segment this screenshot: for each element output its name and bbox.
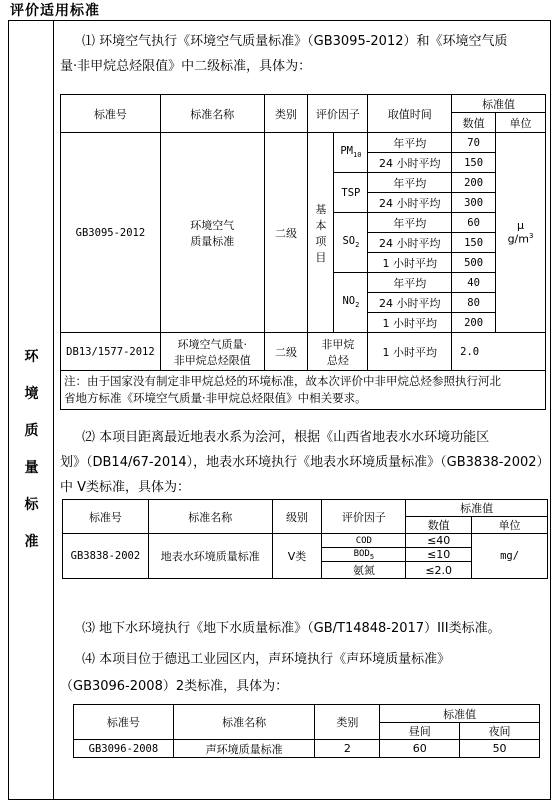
th-value: 标准值 (406, 500, 548, 517)
std-name-line: 质量标准 (190, 234, 235, 248)
pollutant-sub: 2 (355, 241, 360, 250)
side-label-char: 质 (24, 423, 39, 439)
side-label (9, 339, 54, 561)
sec3-paragraph: ⑶ 地下水环境执行《地下水质量标准》（GB/T14848-2017）III类标准。 (82, 621, 501, 636)
sec1-line2: 量·非甲烷总烃限值》中二级标准，具体为： (60, 59, 312, 74)
std-name-cell (160, 333, 264, 371)
sec4-line1: ⑷ 本项目位于德迅工业园区内，声环境执行《声环境质量标准》 (82, 652, 451, 667)
pollutant-cell (334, 173, 368, 213)
pollutant-cell (334, 133, 368, 173)
value-cell: 500 (452, 253, 496, 273)
time-cell: 年平均 (368, 133, 452, 153)
side-label-char: 环 (24, 349, 39, 365)
content-area (54, 21, 550, 799)
unit-sub: g/m (507, 232, 529, 246)
std-name-cell: 声环境质量标准 (173, 740, 315, 758)
factor-sub: 5 (369, 552, 375, 561)
value-cell: 2.0 (452, 333, 546, 371)
unit-sup: 3 (528, 232, 534, 241)
surface-water-table (62, 499, 548, 579)
std-name-cell: 地表水环境质量标准 (148, 534, 272, 579)
th-night: 夜间 (460, 723, 540, 740)
note-line: 省地方标准《环境空气质量·非甲烷总烃限值》中相关要求。 (64, 391, 367, 405)
time-cell: 24 小时平均 (368, 233, 452, 253)
time-cell: 1 小时平均 (368, 333, 452, 371)
noise-table (73, 704, 540, 758)
factor-line: 非甲烷 (321, 337, 355, 351)
th-category: 类别 (315, 705, 380, 740)
factor-cell: COD (322, 534, 406, 548)
unit-cell: mg/ (472, 534, 548, 579)
pollutant-cell (334, 273, 368, 333)
category-cell: 二级 (264, 333, 308, 371)
factor-group-char: 本 (315, 218, 327, 232)
pollutant-cell (334, 213, 368, 273)
th-std-name: 标准名称 (148, 500, 272, 534)
sec1-paragraph (60, 29, 508, 79)
category-cell: 2 (315, 740, 380, 758)
th-std-name: 标准名称 (173, 705, 315, 740)
th-std-no: 标准号 (61, 95, 161, 133)
std-name-line: 非甲烷总烃限值 (173, 353, 251, 367)
pollutant-sub: 10 (352, 151, 362, 160)
factor-group-char: 项 (315, 234, 327, 248)
sec2-line2: 划》（DB14/67-2014），地表水环境执行《地表水环境质量标准》（GB3838-2002） (60, 455, 550, 470)
factor-cell (308, 333, 368, 371)
std-no-cell: DB13/1577-2012 (61, 333, 161, 371)
th-std-name: 标准名称 (160, 95, 264, 133)
value-cell: 300 (452, 193, 496, 213)
th-day: 昼间 (380, 723, 460, 740)
sec2-paragraph (60, 425, 550, 500)
sec1-line1: ⑴ 环境空气执行《环境空气质量标准》（GB3095-2012）和《环境空气质 (82, 34, 508, 49)
value-cell: 80 (452, 293, 496, 313)
time-cell: 24 小时平均 (368, 293, 452, 313)
factor-group-cell (308, 133, 334, 333)
std-no-cell: GB3095-2012 (61, 133, 161, 333)
th-value: 标准值 (452, 95, 546, 113)
value-cell: ≤10 (406, 548, 472, 562)
pollutant-sub: 2 (355, 301, 360, 310)
factor-group-char: 基 (315, 202, 327, 216)
th-std-no: 标准号 (63, 500, 149, 534)
sec2-line3: 中 V类标准，具体为： (60, 480, 191, 495)
value-cell: 200 (452, 173, 496, 193)
time-cell: 1 小时平均 (368, 253, 452, 273)
th-unit: 单位 (496, 113, 546, 133)
factor-cell (322, 548, 406, 562)
th-factor: 评价因子 (308, 95, 368, 133)
value-cell: 150 (452, 153, 496, 173)
standards-frame (8, 20, 551, 800)
unit-cell (496, 133, 546, 333)
th-time: 取值时间 (368, 95, 452, 133)
std-no-cell: GB3096-2008 (74, 740, 174, 758)
note-cell (61, 371, 546, 410)
night-value-cell: 50 (460, 740, 540, 758)
sec2-line1: ⑵ 本项目距离最近地表水系为浍河，根据《山西省地表水水环境功能区 (82, 430, 490, 445)
value-cell: 60 (452, 213, 496, 233)
side-label-char: 标 (24, 497, 39, 513)
level-cell: V类 (272, 534, 322, 579)
th-level: 级别 (272, 500, 322, 534)
time-cell: 年平均 (368, 273, 452, 293)
factor-group-char: 目 (315, 250, 327, 264)
side-label-char: 准 (24, 534, 39, 550)
factor-cell: 氨氮 (322, 562, 406, 579)
factor-line: 总烃 (326, 353, 349, 367)
value-cell: 70 (452, 133, 496, 153)
th-factor: 评价因子 (322, 500, 406, 534)
value-cell: 150 (452, 233, 496, 253)
th-unit: 单位 (472, 517, 548, 534)
th-value: 标准值 (380, 705, 540, 723)
value-cell: 200 (452, 313, 496, 333)
sec4-line2: （GB3096-2008）2类标准，具体为： (60, 679, 289, 694)
time-cell: 24 小时平均 (368, 153, 452, 173)
std-no-cell: GB3838-2002 (63, 534, 149, 579)
time-cell: 24 小时平均 (368, 193, 452, 213)
unit-main: μ (517, 219, 525, 233)
pollutant-name: TSP (341, 186, 361, 199)
side-label-column (9, 21, 54, 799)
category-cell: 二级 (264, 133, 308, 333)
factor-name: BOD (353, 548, 370, 559)
th-num: 数值 (406, 517, 472, 534)
value-cell: ≤2.0 (406, 562, 472, 579)
std-name-cell (160, 133, 264, 333)
time-cell: 年平均 (368, 173, 452, 193)
note-line: 注：由于国家没有制定非甲烷总烃的环境标准，故本次评价中非甲烷总烃参照执行河北 (64, 374, 501, 388)
day-value-cell: 60 (380, 740, 460, 758)
pollutant-name: NO (342, 295, 356, 308)
std-name-line: 环境空气 (190, 218, 235, 232)
th-category: 类别 (264, 95, 308, 133)
th-num: 数值 (452, 113, 496, 133)
side-label-char: 量 (24, 460, 39, 476)
time-cell: 年平均 (368, 213, 452, 233)
sec4-paragraph (60, 646, 451, 700)
pollutant-name: PM (340, 145, 353, 158)
time-cell: 1 小时平均 (368, 313, 452, 333)
air-quality-table (60, 94, 546, 410)
pollutant-name: SO (342, 235, 356, 248)
side-label-char: 境 (24, 386, 39, 402)
std-name-line: 环境空气质量· (177, 337, 247, 351)
value-cell: 40 (452, 273, 496, 293)
page-title: 评价适用标准 (10, 3, 100, 19)
th-std-no: 标准号 (74, 705, 174, 740)
value-cell: ≤40 (406, 534, 472, 548)
